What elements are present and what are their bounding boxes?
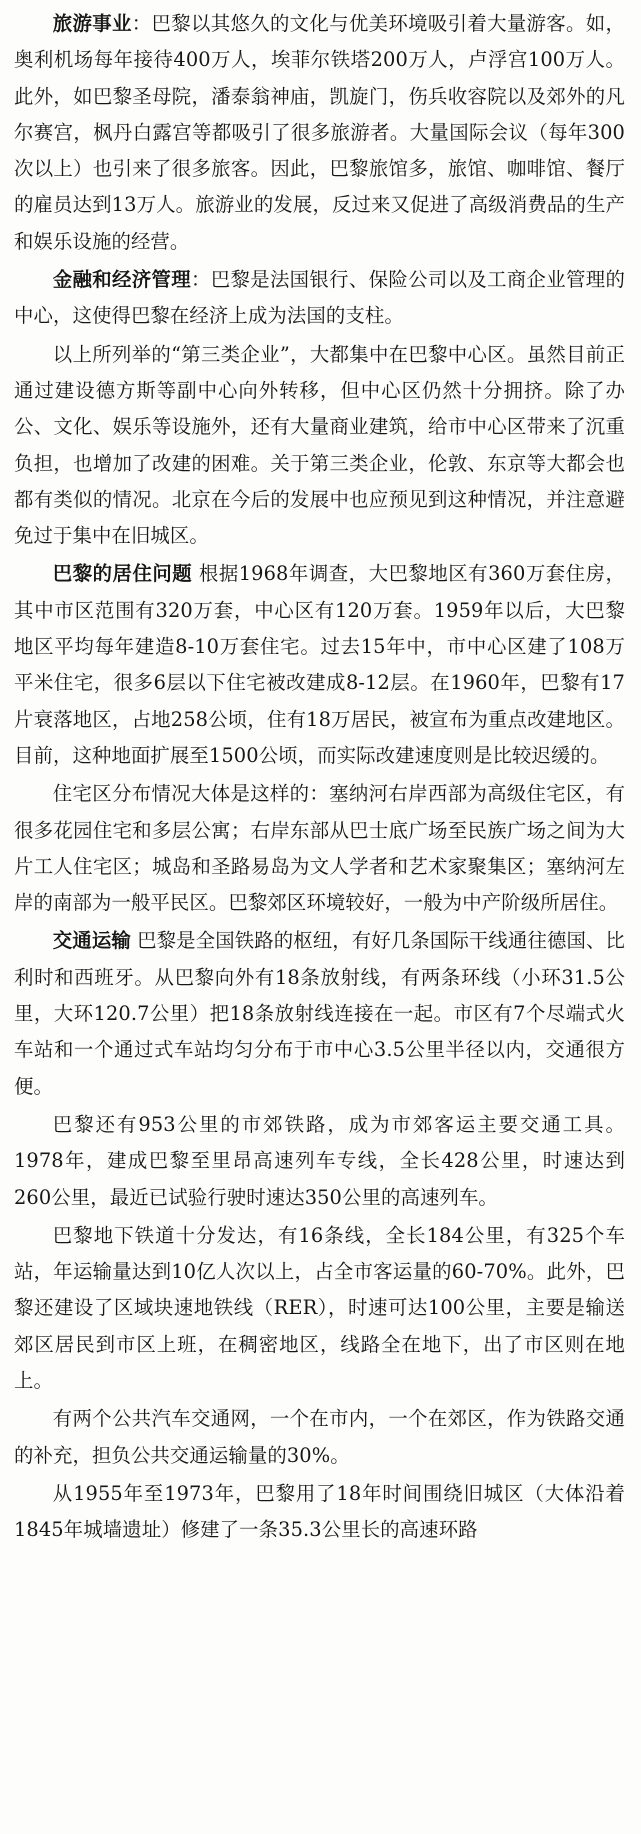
paragraph-bus-text: 有两个公共汽车交通网，一个在市内，一个在郊区，作为铁路交通的补充，担负公共交通运输量的30%。: [14, 1407, 625, 1467]
heading-finance: 金融和经济管理: [52, 268, 191, 292]
paragraph-suburban-rail-text: 巴黎还有953公里的市郊铁路，成为市郊客运主要交通工具。1978年，建成巴黎至里昂高速列车专线，全长428公里，时速达到260公里，最近已试验行驶时速达350公里的高速列车。: [14, 1112, 625, 1209]
paragraph-residential-distribution: [14, 776, 625, 921]
paragraph-housing: [14, 556, 625, 774]
paragraph-ring-road: [14, 1476, 625, 1549]
paragraph-third-sector: [14, 337, 625, 555]
paragraph-finance-text: ：巴黎是法国银行、保险公司以及工商企业管理的中心，这使得巴黎在经济上成为法国的支柱。: [14, 268, 626, 328]
paragraph-transport: [14, 923, 625, 1104]
heading-transport: 交通运输: [52, 929, 131, 953]
paragraph-residential-distribution-text: 住宅区分布情况大体是这样的：塞纳河右岸西部为高级住宅区，有很多花园住宅和多层公寓；右岸东部从巴士底广场至民族广场之间为大片工人住宅区；城岛和圣路易岛为文人学者和艺术家聚集区；塞纳河左岸的南部为一般平民区。巴黎郊区环境较好，一般为中产阶级所居住。: [14, 782, 625, 915]
paragraph-housing-text: 根据1968年调查，大巴黎地区有360万套住房，其中市区范围有320万套，中心区有120万套。1959年以后，大巴黎地区平均每年建造8-10万套住宅。过去15年中，市中心区建了108万平米住宅，很多6层以下住宅被改建成8-12层。在1960年，巴黎有17片衰落地区，占地258公顷，住有18万居民，被宣布为重点改建地区。目前，这种地面扩展至1500公顷，而实际改建速度则是比较迟缓的。: [14, 562, 625, 767]
paragraph-suburban-rail: [14, 1107, 625, 1216]
paragraph-tourism-text: ：巴黎以其悠久的文化与优美环境吸引着大量游客。如，奥利机场每年接待400万人，埃菲尔铁塔200万人，卢浮宫100万人。此外，如巴黎圣母院，潘泰翁神庙，凯旋门，伤兵收容院以及郊外的凡尔赛宫，枫丹白露宫等都吸引了很多旅游者。大量国际会议（每年300次以上）也引来了很多旅客。因此，巴黎旅馆多，旅馆、咖啡馆、餐厅的雇员达到13万人。旅游业的发展，反过来又促进了高级消费品的生产和娱乐设施的经营。: [14, 12, 626, 253]
paragraph-bus: [14, 1401, 625, 1474]
paragraph-third-sector-text: 以上所列举的“第三类企业”，大都集中在巴黎中心区。虽然目前正通过建设德方斯等副中心向外转移，但中心区仍然十分拥挤。除了办公、文化、娱乐等设施外，还有大量商业建筑，给市中心区带来了沉重负担，也增加了改建的困难。关于第三类企业，伦敦、东京等大都会也都有类似的情况。北京在今后的发展中也应预见到这种情况，并注意避免过于集中在旧城区。: [14, 342, 625, 548]
paragraph-metro: [14, 1218, 625, 1399]
heading-housing: 巴黎的居住问题: [52, 562, 193, 586]
paragraph-finance: [14, 262, 625, 335]
paragraph-transport-text: 巴黎是全国铁路的枢纽，有好几条国际干线通往德国、比利时和西班牙。从巴黎向外有18条放射线，有两条环线（小环31.5公里，大环120.7公里）把18条放射线连接在一起。市区有7个尽端式火车站和一个通过式车站均匀分布于市中心3.5公里半径以内，交通很方便。: [14, 929, 625, 1098]
heading-tourism: 旅游事业: [52, 12, 132, 35]
paragraph-tourism: [14, 6, 625, 260]
paragraph-metro-text: 巴黎地下铁道十分发达，有16条线，全长184公里，有325个车站，年运输量达到10亿人次以上，占全市客运量的60-70%。此外，巴黎还建设了区域块速地铁线（RER），时速可达100公里，主要是输送郊区居民到市区上班，在稠密地区，线路全在地下，出了市区则在地上。: [14, 1223, 625, 1392]
paragraph-ring-road-text: 从1955年至1973年，巴黎用了18年时间围绕旧城区（大体沿着1845年城墙遗址）修建了一条35.3公里长的高速环路: [14, 1481, 625, 1542]
